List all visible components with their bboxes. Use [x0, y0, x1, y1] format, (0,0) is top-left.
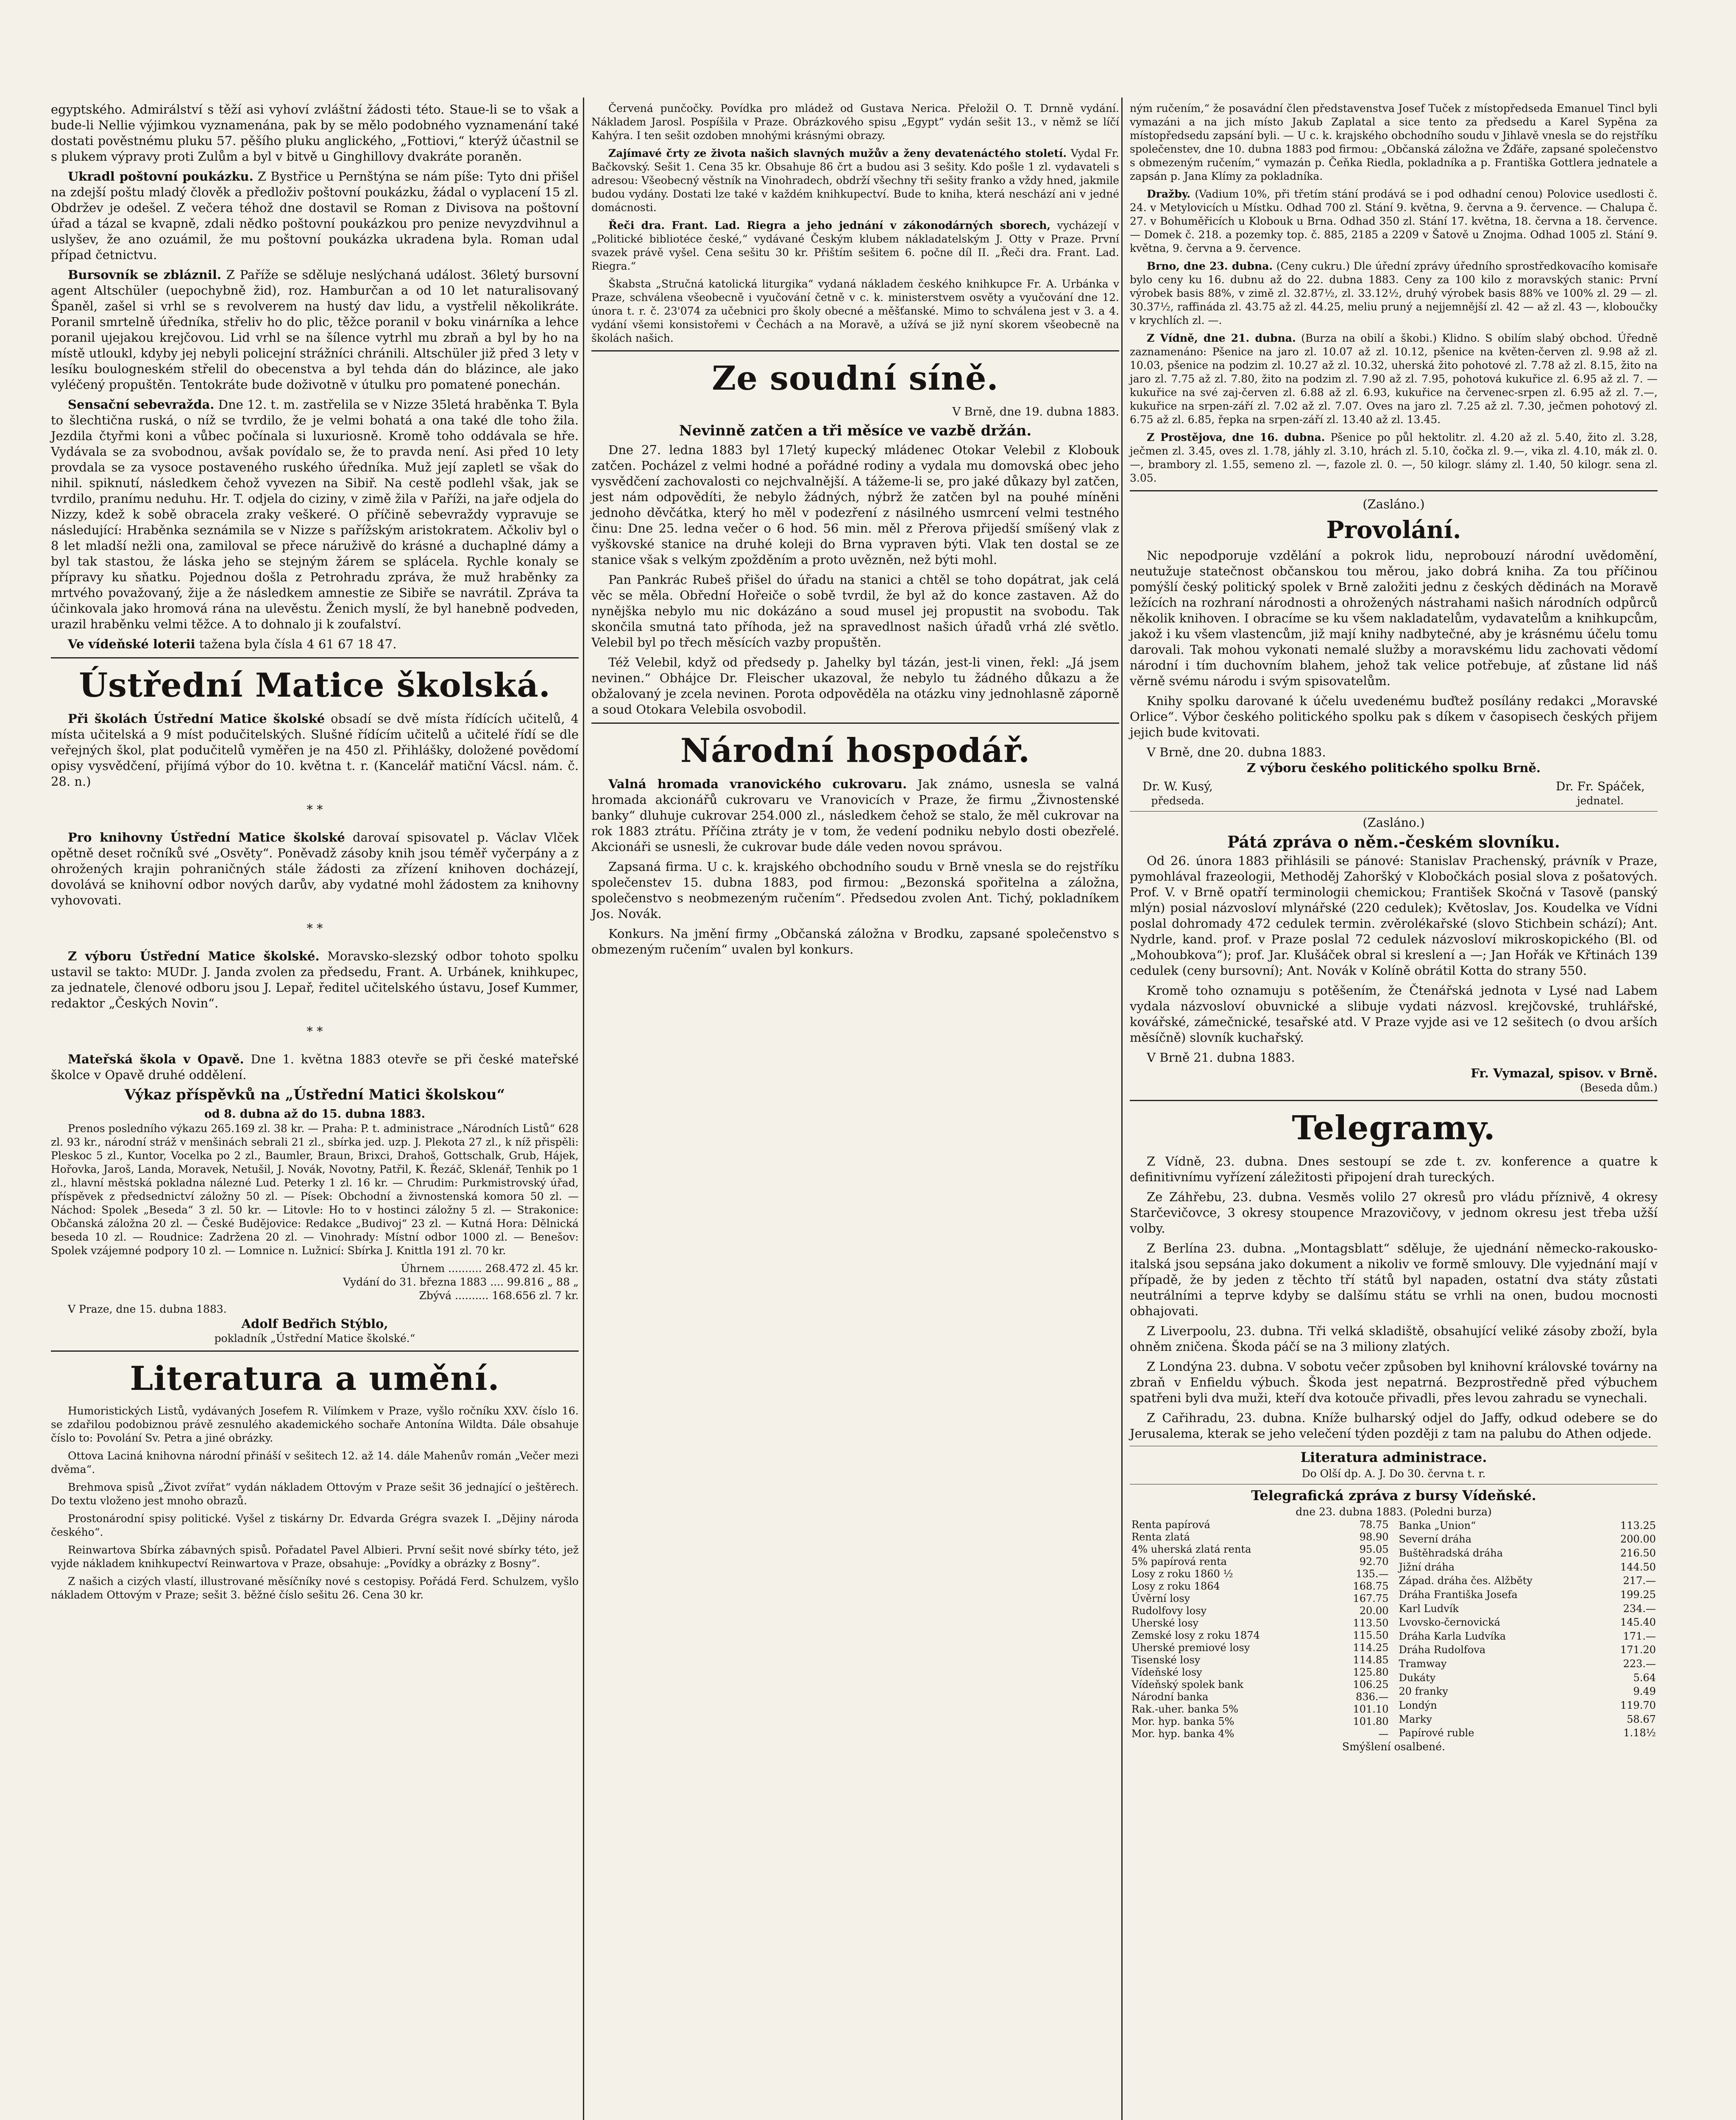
- bourse-security-price: 171.—: [1623, 1630, 1656, 1642]
- news-item: [51, 267, 579, 393]
- telegram-item: Z Londýna 23. dubna. V sobotu večer způsoben byl knihovní královské továrny na zbraň v Enfieldu výbuch. Škoda jest nepatrná. Bezprostředně před výbuchem spatřeni byli dva muži, kteří dva kotouče přivadli, přes levou zahradu se vynechali.: [1130, 1359, 1658, 1405]
- bourse-row: [1130, 1617, 1390, 1629]
- news-item-head: Sensační sebevražda.: [68, 397, 215, 412]
- economy-item-body: Jak známo, usnesla se valná hromada akcionářů cukrovaru ve Vranovicích v Praze, že firmu „Živnostenské banky“ dluhuje cukrovar 254.000 zl., následkem čehož se stalo, že měl cukrovar na rok 1883 ztrátu. Příčina ztráty je v tom, že vedení podniku nebylo dosti obezřelé. Akcionáři se usnesli, že cukrovar bude dále veden novou správou.: [591, 777, 1119, 854]
- auction-head: Dražby.: [1147, 188, 1191, 200]
- vykaz-sum-total: Úhrnem .......... 268.472 zl. 45 kr.: [401, 1262, 579, 1275]
- zaslano-label: (Zasláno.): [1363, 497, 1425, 511]
- bourse-subtitle: dne 23. dubna 1883. (Poledni burza): [1296, 1506, 1492, 1518]
- bourse-row: [1130, 1642, 1390, 1654]
- pata-signature: Fr. Vymazal, spisov. v Brně.: [1471, 1066, 1658, 1080]
- bourse-security-name: Dráha Františka Josefa: [1399, 1588, 1518, 1601]
- bourse-row: [1397, 1560, 1658, 1574]
- news-item: [51, 397, 579, 632]
- bourse-security-price: 20.00: [1359, 1605, 1389, 1617]
- bourse-security-name: Uherské premiové losy: [1131, 1642, 1250, 1654]
- bourse-security-name: Rak.-uher. banka 5%: [1131, 1703, 1239, 1715]
- matice-item-head: Pro knihovny Ústřední Matice školské: [68, 830, 345, 845]
- bourse-security-name: Marky: [1399, 1713, 1432, 1725]
- economy-item: Zapsaná firma. U c. k. krajského obchodního soudu v Brně vnesla se do rejstříku společenstev 15. dubna 1883, pod firmou: „Bezonská spořitelna a záložna, společenstvo s neobmezeným ručením“. Předsedou zvolen Ant. Tichý, pokladníkem Jos. Novák.: [591, 859, 1119, 921]
- pata-title: Pátá zpráva o něm.-českém slovníku.: [1227, 832, 1560, 851]
- matice-item-body: Moravsko-slezský odbor tohoto spolku ustavil se takto: MUDr. J. Janda zvolen za předsedu, Frant. A. Urbánek, knihkupec, za jednatele, členové odboru jsou J. Lepař, ředitel učitelského ústavu, Josef Kummer, redaktor „Českých Novin“.: [51, 949, 579, 1010]
- court-paragraph: Též Velebil, když od předsedy p. Jahelky byl tázán, jest-li vinen, řekl: „Já jsem nevinen.“ Obhájce Dr. Fleischer ukazoval, že nebylo tu žádného důkazu a že obžalovaný je zcela nevinen. Porota odpověděla na otázku viny jednohlasně záporně a soud Otokara Velebila osvobodil.: [591, 655, 1119, 717]
- bourse-security-price: 114.85: [1353, 1654, 1389, 1666]
- column-middle: [591, 102, 1119, 962]
- bourse-row: [1130, 1519, 1390, 1531]
- vykaz-signature-role: pokladník „Ústřední Matice školské.“: [214, 1332, 415, 1345]
- provolani-signature-head: Z výboru českého politického spolku Brně.: [1247, 761, 1541, 775]
- bourse-row: [1130, 1679, 1390, 1691]
- bourse-security-price: 199.25: [1620, 1588, 1656, 1601]
- bourse-security-price: 223.—: [1623, 1658, 1656, 1670]
- signatures: [1142, 778, 1645, 808]
- matice-item: [51, 711, 579, 789]
- signature-role: jednatel.: [1577, 795, 1624, 807]
- bourse-row: [1397, 1643, 1658, 1657]
- section-title-literatura: Literatura a umění.: [130, 1359, 500, 1398]
- bourse-security-price: 113.25: [1620, 1519, 1656, 1531]
- bourse-row: [1397, 1546, 1658, 1560]
- bourse-security-name: 5% papírová renta: [1131, 1556, 1227, 1568]
- bourse-security-price: 106.25: [1353, 1679, 1389, 1690]
- lottery-item: [51, 636, 579, 652]
- literature-item: [591, 147, 1119, 215]
- matice-item-head: Při školách Ústřední Matice školské: [68, 711, 325, 726]
- bourse-security-name: Severní dráha: [1399, 1533, 1472, 1545]
- court-paragraph: Pan Pankrác Rubeš přišel do úřadu na stanici a chtěl se toho dopátrat, jak celá věc se měla. Obřední Hořeiče o sobě tvrdil, že byl až do konce zastaven. Až do nynějška nebylo mu nic dokázáno a soud musel jej propustit na svobodu. Tak skončila smutná tato příhoda, jež na spravedlnost našich úřadů vrhá zlé světlo. Velebil byl po třech měsících vazby propuštěn.: [591, 572, 1119, 650]
- bourse-security-price: 1.18½: [1623, 1727, 1656, 1739]
- bourse-row: [1130, 1629, 1390, 1642]
- bourse-security-name: Renta zlatá: [1131, 1531, 1190, 1543]
- bourse-row: [1130, 1605, 1390, 1617]
- column-right: [1130, 102, 1658, 1754]
- economy-continued: ným ručením,“ že posavádní člen představenstva Josef Tuček z místopředseda Emanuel Tincl byli vymazáni a na jich místo Jakub Zaplatal a sice tento za předsedu a Karel Sypěna za místopředsedu zapsání byli. — U c. k. krajského obchodního soudu v Jihlavě vnesla se do rejstříku společenstev, dne 10. dubna 1883 pod firmou: „Občanská záložna ve Žďáře, zapsané společenstvo s obmezeným ručením,“ vymazán p. Čeňka Riedla, pokladníka a p. Františka Gottlera jednatele a zapsán p. Jana Klímy za pokladníka.: [1130, 102, 1658, 182]
- matice-item-head: Z výboru Ústřední Matice školské.: [68, 949, 320, 963]
- bourse-security-price: 5.64: [1633, 1671, 1656, 1684]
- section-title-court: Ze soudní síně.: [712, 359, 999, 398]
- bourse-security-price: 125.80: [1353, 1666, 1389, 1678]
- literature-item-body: vycházejí v „Politické bibliotéce české,“ vydávané Českým klubem nákladatelským J. Otty v Praze. První svazek právě vyšel. Cena sešitu 30 kr. Přištím sešitem 6. počne díl II. „Řeči dra. Frant. Lad. Riegra.“: [591, 219, 1119, 272]
- matice-item: [51, 948, 579, 1011]
- literature-item: Ottova Laciná knihovna národní přináší v sešitech 12. až 14. dále Mahenův román „Večer mezi dvěma“.: [51, 1450, 579, 1476]
- vykaz-signature: Adolf Bedřich Stýblo,: [241, 1317, 388, 1331]
- bourse-row: [1130, 1556, 1390, 1568]
- bourse-row: [1397, 1533, 1658, 1547]
- administration-note: Do Olší dp. A. J. Do 30. června t. r.: [1301, 1467, 1486, 1480]
- literature-item: Červená punčočky. Povídka pro mládež od Gustava Nerica. Přeložil O. T. Drnně vydání. Nákladem Jarosl. Pospíšila v Praze. Obrázkového spisu „Egypt“ vydán sešit 13., v němž se líčí Kahýra. I ten sešit ozdoben mnohými krásnými obrazy.: [591, 102, 1119, 142]
- bourse-security-name: Mor. hyp. banka 5%: [1131, 1716, 1234, 1727]
- bourse-security-price: 101.10: [1353, 1703, 1389, 1715]
- pata-body: Kromě toho oznamuju s potěšením, že Čtenářská jednota v Lysé nad Labem vydala názvosloví obuvnické a slibuje vydati názvosl. krejčovské, truhlářské, kovářské, zámečnické, tesařské atd. V Praze vyjde asi ve 12 sešitech (o dvou arších měsíčně) slovník kuchařský.: [1130, 983, 1658, 1045]
- court-dateline: V Brně, dne 19. dubna 1883.: [952, 405, 1119, 418]
- bourse-security-price: 101.80: [1353, 1716, 1389, 1727]
- section-rule: [591, 350, 1119, 351]
- bourse-security-name: Dráha Karla Ludvíka: [1399, 1630, 1506, 1642]
- bourse-row: [1397, 1615, 1658, 1629]
- bourse-row: [1130, 1543, 1390, 1556]
- telegram-item: Z Berlína 23. dubna. „Montagsblatt“ sděluje, že ujednání německo-rakousko-italská jsou sepsána jako dokument a nikoliv ve formě smlouvy. Dle vyjednání mají v případě, že by jeden z těchto tří států byl napaden, ostatní dva státy zůstati neutrálními a teprve kdyby se dalšímu státu se vrhli na onen, budou mocnosti obhajovati.: [1130, 1241, 1658, 1318]
- market-report-body: (Burza na obilí a škobi.) Klidno. S obilím slabý obchod. Úředně zaznamenáno: Pšenice na jaro zl. 10.07 až zl. 10.12, pšenice na květen-červen zl. 9.98 až zl. 10.03, pšenice na podzim zl. 10.27 až zl. 10.32, uherská žito pohotové zl. 7.78 až zl. 8.15, žito na jaro zl. 7.75 až zl. 7.80, žito na podzim zl. 7.90 až zl. 7.95, pohotová kukuřice zl. 6.95 až zl. 7. — kukuřice na své zaj-červen zl. 6.88 až zl. 6.93, kukuřice na červenec-srpen zl. 6.95 až zl. 7.—, kukuřice na srpen-září zl. 7.02 až zl. 7.07. Oves na jaro zl. 7.25 až zl. 7.30, ječmen pohotový zl. 6.75 až zl. 6.85, řepka na srpen-září zl. 13.40 až zl. 13.45.: [1130, 332, 1658, 426]
- bourse-row: [1130, 1716, 1390, 1728]
- literature-item-head: Řeči dra. Frant. Lad. Riegra a jeho jednání v zákonodárných sborech,: [608, 219, 1051, 232]
- section-rule: [51, 657, 579, 658]
- bourse-security-price: 114.25: [1353, 1642, 1389, 1654]
- bourse-security-price: 200.00: [1620, 1533, 1656, 1545]
- economy-item: Konkurs. Na jmění firmy „Občanská záložna v Brodku, zapsané společenstvo s obmezeným ručením“ uvalen byl konkurs.: [591, 926, 1119, 957]
- bourse-row: [1397, 1574, 1658, 1588]
- bourse-security-name: Vídeňský spolek bank: [1131, 1679, 1243, 1690]
- administration-title: Literatura administrace.: [1300, 1449, 1487, 1465]
- provolani-body: Nic nepodporuje vzdělání a pokrok lidu, neprobouzí národní uvědomění, neutužuje statečnost občanskou tou měrou, jako dobrá kniha. Za tou příčinou pomýšlí český politický spolek v Brně založiti jednu z českých dědinách na Moravě ležících na rozhraní národnosti a ohrožených nástrahami našich národních odpůrců několik knihoven. I obracíme se ku všem nakladatelům, vydavatelům a knihkupcům, jakož i ku všem vlastencům, již mají knihy nadbytečné, aby je krásnému účelu tomu darovali. Tak mohou vykonati nemalé služby a moravskému lidu zachovati vědomí národní i tím duchovním blahem, jehož tak velice potřebuje, ať zůstane lid náš věrně svému národu i svým spisovatelům.: [1130, 548, 1658, 688]
- market-report-head: Z Prostějova, dne 16. dubna.: [1147, 431, 1325, 444]
- section-rule: [591, 722, 1119, 724]
- bourse-security-price: 98.90: [1359, 1531, 1389, 1543]
- bourse-row: [1397, 1657, 1658, 1671]
- news-item: [51, 169, 579, 263]
- provolani-date: V Brně, dne 20. dubna 1883.: [1147, 745, 1326, 759]
- bourse-row: [1130, 1593, 1390, 1605]
- telegram-item: Z Liverpoolu, 23. dubna. Tři velká skladiště, obsahující veliké zásoby zboží, byla ohněm zničena. Škoda páčí se na 3 miliony zlatých.: [1130, 1324, 1658, 1354]
- news-item-body: Dne 12. t. m. zastřelila se v Nizze 35letá hraběnka T. Byla to šlechtična ruská, o níž se tvrdilo, že je velmi bohatá a ona také dle toho žila. Jezdila čtyřmi koni a vůbec počínala si luxuriosně. Kromě toho oddávala se hře. Vydávala se za svobodnou, avšak povídalo se, že to pravda není. Asi před 10 lety provdala se za vysoce postaveného ruského úředníka. Muž její zapletl se však do nihil. spiknutí, následkem čehož vyvezen na Sibiř. Na cestě podlehl však, jak se tvrdilo, pranímu neduhu. Hr. T. odjela do ciziny, v zimě žila v Paříži, na jaře odjela do Nizzy, kdež k sobě obracela zraky veškeré. O příčině sebevraždy vypravuje se následující: Hraběnka seznámila se v Nizze s pařížským aristokratem. Ačkoliv byl o 8 let mladší nežli ona, zamiloval se přece náruživě do krásné a duchaplné dámy a byl tak stastou, že láska jeho se stejným žárem se splácela. Rychle konaly se přípravy ku sňatku. Pojednou došla z Petrohradu zpráva, že muž hraběnky za mrtvého považovaný, žije a že následkem amnestie ze Sibiře se navrátil. Zpráva ta účinkovala jako hromová rána na ulevěstu. Ženich myslí, že byl hanebně podveden, urazil hraběnku velmi těžce. A to dohnalo ji k zoufalství.: [51, 397, 579, 631]
- bourse-security-name: Rudolfovy losy: [1131, 1605, 1207, 1617]
- bourse-security-price: 119.70: [1620, 1699, 1656, 1711]
- bourse-security-price: 216.50: [1620, 1547, 1656, 1559]
- telegram-item: Ze Záhřebu, 23. dubna. Vesměs volilo 27 okresů pro vládu příznivě, 4 okresy Starčevičovce, 3 okresy stoupence Mrazovičovy, v jednom okresu jest třeba užší volby.: [1130, 1190, 1658, 1236]
- market-report-body: Pšenice po půl hektolitr. zl. 4.20 až zl. 5.40, žito zl. 3.28, ječmen zl. 3.45, oves zl. 1.78, jáhly zl. 3.10, hrách zl. 5.10, čočka zl. 9.—, vika zl. 4.10, mák zl. 0. —, brambory zl. 1.55, semeno zl. —, fazole zl. 0. —, 50 kilogr. slámy zl. 1.40, 50 kilogr. sena zl. 3.05.: [1130, 431, 1658, 484]
- bourse-security-name: Buštěhradská dráha: [1399, 1547, 1503, 1559]
- literature-item-head: Zajímavé črty ze života našich slavných mužův a ženy devatenáctého století.: [608, 147, 1067, 159]
- vykaz-body: Prenos posledního výkazu 265.169 zl. 38 kr. — Praha: P. t. administrace „Národních Listů“ 628 zl. 93 kr., národní stráž v menšinách sebrali 21 zl., sbírka jed. uzp. J. Plekota 27 zl., k níž přispěli: Pleskoc 5 zl., Kuntor, Vocelka po 2 zl., Baumler, Braun, Brixci, Drahoš, Gottschalk, Grub, Hájek, Hořovka, Jaroš, Landa, Moravek, Netušil, J. Novák, Novotny, Patřil, K. Řezáč, Sklenář, Tenhik po 1 zl., hlavní městská pokladna nálezné Lud. Peterky 1 zl. 16 kr. — Chrudim: Purkmistrovský úřad, příspěvek z předsednictví záložny 50 zl. — Písek: Obchodní a živnostenská komora 50 zl. — Náchod: Spolek „Beseda“ 3 zl. 50 kr. — Litovle: Ho to v hostinci záložny 5 zl. — Strakonice: Občanská záložna 20 zl. — České Budějovice: Redakce „Budivoj“ 23 zl. — Kutná Hora: Dělnická beseda 10 zl. — Roudnice: Zadržena 20 zl. — Vinohrady: Místní odbor 1000 zl. — Benešov: Spolek vzájemné podpory 10 zl. — Lomnice n. Lužnicí: Sbírka J. Knittla 191 zl. 70 kr.: [51, 1122, 579, 1257]
- bourse-security-name: Národní banka: [1131, 1691, 1209, 1703]
- matice-item-body: darovaí spisovatel p. Václav Vlček opětně deset ročníků své „Osvěty“. Poněvadž zásoby knih jsou téměř vyčerpány a z ohrožených krajin pohraničných stále žádosti za zřízení knihoven docházejí, dovolává se knihovní odbor nových darův, aby vydatné mohl žádostem za knihovny vyhovovati.: [51, 830, 579, 907]
- bourse-security-name: Jižní dráha: [1399, 1561, 1455, 1573]
- bourse-row: [1130, 1654, 1390, 1666]
- bourse-security-price: 168.75: [1353, 1580, 1389, 1592]
- bourse-security-price: 78.75: [1359, 1519, 1389, 1531]
- section-rule: [1130, 490, 1658, 491]
- bourse-security-price: 144.50: [1620, 1561, 1656, 1573]
- bourse-security-name: Lvovsko-černovická: [1399, 1616, 1500, 1629]
- auction-body: (Vadium 10%, při třetím stání prodává se i pod odhadní cenou) Polovice usedlosti č. 24. v Metylovicích u Místku. Odhad 700 zl. Stání 9. května, 9. června a 9. července. — Chalupa č. 27. v Bohuměřicích u Klobouk u Brna. Odhad 350 zl. Stání 17. května, 18. června a 18. července. — Domek č. 218. a pozemky top. č. 885, 2185 a 2209 v Šatově u Znojma. Odhad 1005 zl. Stání 9. května, 9. června a 9. července.: [1130, 188, 1658, 254]
- bourse-row: [1397, 1519, 1658, 1533]
- market-report: [1130, 332, 1658, 427]
- telegram-item: Z Cařihradu, 23. dubna. Kníže bulharský odjel do Jaffy, odkud odebere se do Jerusalema, kterak se jeho velečení týden později z tam na palubu do Athen odjede.: [1130, 1411, 1658, 1441]
- bourse-security-name: Banka „Union“: [1399, 1519, 1476, 1531]
- bourse-security-name: Tramway: [1399, 1658, 1447, 1670]
- bourse-security-name: Losy z roku 1864: [1131, 1580, 1220, 1592]
- section-title-economy: Národní hospodář.: [680, 731, 1031, 770]
- market-report-head: Z Vídně, dne 21. dubna.: [1147, 332, 1296, 344]
- vykaz-sum-spent: Vydání do 31. března 1883 .... 99.816 „ 88 „: [343, 1276, 579, 1288]
- bourse-security-name: Vídeňské losy: [1131, 1666, 1202, 1678]
- telegram-item: Z Vídně, 23. dubna. Dnes sestoupí se zde t. zv. konference a quatre k definitivnímu vyřízení záležitosti připojení drah tureckých.: [1130, 1154, 1658, 1184]
- bourse-row: [1130, 1691, 1390, 1703]
- bourse-security-name: 20 franky: [1399, 1685, 1448, 1698]
- market-report: [1130, 259, 1658, 327]
- bourse-security-price: 171.20: [1620, 1644, 1656, 1656]
- provolani-title: Provolání.: [1326, 516, 1461, 544]
- court-paragraph: Dne 27. ledna 1883 byl 17letý kupecký mládenec Otokar Velebil z Klobouk zatčen. Pocházel z velmi hodné a pořádné rodiny a vydala mu domovská obec jeho vysvědčení zachovalosti co nejchvalnější. A tážeme-li se, pro jaké důkazy byl zatčen, jest nám odpovědíti, že nebylo žádných, nýbrž že zatčen byl na pouhé míněni jednoho děvčátka, který ho měl v podezření z násilného usmrcení velmi testného činu: Dne 25. ledna večer o 6 hod. 56 min. měl z Přerova přijedší smíšený vlak z vyškovské stanice na druhé koleji do Brna vypraven býti. Vlak ten dostal se ze stanice však s velkým zpožděním a proto uvězněn, než býti mohl.: [591, 443, 1119, 567]
- bourse-row: [1397, 1602, 1658, 1616]
- matice-item: [51, 1052, 579, 1083]
- pata-date: V Brně 21. dubna 1883.: [1147, 1050, 1295, 1065]
- literature-item: Humoristických Listů, vydávaných Josefem R. Vilímkem v Praze, vyšlo ročníku XXV. číslo 16. se zdařilou podobiznou právě zesnulého akademického sochaře Antonína Wildta. Dále obsahuje číslo to: Povolání Sv. Petra a jiné obrázky.: [51, 1405, 579, 1444]
- auction-item: [1130, 187, 1658, 255]
- bourse-security-price: 135.—: [1356, 1568, 1389, 1580]
- bourse-table-left: [1130, 1519, 1390, 1740]
- matice-item-body: obsadí se dvě místa řídících učitelů, 4 místa učitelská a 9 míst podučitelských. Slušné řídícím učitelů a učitelé řídí se dle veřejných škol, plat podučitelů vyměřen je na 450 zl. Přihlášky, doložené povědomí opisy vysvědčení, přijímá výbor do 10. května t. r. (Kancelář matiční Vácsl. nám. č. 28. n.): [51, 711, 579, 789]
- bourse-row: [1130, 1568, 1390, 1580]
- column-left: [51, 102, 579, 1606]
- bourse-security-price: 95.05: [1359, 1543, 1389, 1555]
- bourse-row: [1130, 1531, 1390, 1543]
- section-rule: [51, 1350, 579, 1352]
- bourse-row: [1397, 1629, 1658, 1643]
- news-item-body: Z Bystřice u Pernštýna se nám píše: Tyto dni přišel na zdejší poštu mladý člověk a předloživ poštovní poukázku, žádal o vyplacení 15 zl. Obdržev je odešel. Z večera téhož dne dostavil se Roman z Divisova na poštovní úřad a tázal se kvapně, zdali nědko poštovní poukázkou pro penize nevyzdvihnul a uslyšev, že ano ozuámil, že mu poštovní poukázka ukradena byla. Roman udal případ četnictvu.: [51, 169, 579, 262]
- bourse-row: [1130, 1703, 1390, 1716]
- pata-signature-note: (Beseda dům.): [1580, 1082, 1658, 1094]
- column-divider: [583, 98, 584, 2120]
- bourse-security-name: Úvěrní losy: [1131, 1593, 1190, 1604]
- vykaz-title: Výkaz příspěvků na „Ústřední Matici školskou“: [124, 1086, 505, 1103]
- bourse-footnote: Smýšlení osalbené.: [1342, 1741, 1446, 1753]
- bourse-security-price: —: [1378, 1728, 1389, 1740]
- bourse-row: [1130, 1728, 1390, 1740]
- lottery-numbers: tažena byla čísla 4 61 67 18 47.: [199, 637, 397, 651]
- market-report-head: Brno, dne 23. dubna.: [1147, 260, 1273, 272]
- matice-item-head: Mateřská škola v Opavě.: [68, 1052, 244, 1066]
- bourse-security-price: 58.67: [1627, 1713, 1656, 1725]
- bourse-security-price: 167.75: [1353, 1593, 1389, 1604]
- bourse-row: [1397, 1726, 1658, 1740]
- market-report-body: (Ceny cukru.) Dle úřední zprávy úředního sprostředkovacího komisaře bylo ceny ku 16. dubnu až do 22. dubna 1883. Ceny za 100 kilo z moravských stanic: První výrobek basis 88%, v zimě zl. 32.87½, zl. 33.12½, druhý výrobek basis 88% ve 100% zl. 29 — zl. 30.37½, raffináda zl. 43.75 až zl. 44.25, meliu pruný a nejjemnější zl. 42 — až zl. 43 —, kloboučky v krychlích zl. —.: [1130, 260, 1658, 326]
- bourse-table: [1130, 1519, 1658, 1740]
- bourse-security-name: Renta papírová: [1131, 1519, 1210, 1531]
- literature-item: Brehmova spisů „Život zvířat“ vydán nákladem Ottovým v Praze sešit 36 jednající o ještěrech. Do textu vloženo jest mnoho obrazů.: [51, 1481, 579, 1507]
- bourse-security-name: 4% uherská zlatá renta: [1131, 1543, 1251, 1555]
- bourse-row: [1397, 1699, 1658, 1713]
- bourse-security-price: 92.70: [1359, 1556, 1389, 1568]
- bourse-security-price: 115.50: [1353, 1629, 1389, 1641]
- bourse-security-name: Dukáty: [1399, 1671, 1436, 1684]
- lottery-head: Ve vídeňské loterii: [68, 637, 195, 651]
- bourse-security-price: 9.49: [1633, 1685, 1656, 1698]
- matice-item: [51, 830, 579, 908]
- matice-item-body: Dne 1. května 1883 otevře se při české mateřské školce v Opavě druhé oddělení.: [51, 1052, 579, 1082]
- section-title-matice: Ústřední Matice školská.: [79, 666, 551, 705]
- signature-name: Dr. W. Kusý,: [1142, 779, 1213, 793]
- bourse-security-price: 113.50: [1353, 1617, 1389, 1629]
- signature-left: [1142, 778, 1213, 808]
- bourse-security-price: 217.—: [1623, 1575, 1656, 1587]
- bourse-security-name: Západ. dráha čes. Alžběty: [1399, 1575, 1533, 1587]
- bourse-security-name: Dráha Rudolfova: [1399, 1644, 1486, 1656]
- bourse-security-name: Losy z roku 1860 ½: [1131, 1568, 1233, 1580]
- bourse-security-price: 145.40: [1620, 1616, 1656, 1629]
- signature-role: předseda.: [1151, 795, 1204, 807]
- pata-body: Od 26. února 1883 přihlásili se pánové: Stanislav Prachenský, právník v Praze, pymohlával frazeologii, Methoděj Zahoršký v Klobočkách posial slova z pošatových. Prof. V. v Brně opatří terminologii chemickou; František Skočná v Tasově (panský mlýn) posial názvosloví mlynářské (220 cedulek); Květoslav, Jos. Koudelka ve Vídni poslal dohromady 472 cedulek termin. zvěrolékařské (slovo Stichbein schází); Ant. Nydrle, kand. prof. v Praze poslal 72 cedulek názvosloví mikroskopického (Bl. od „Mohoubkova“); prof. Jar. Klušáček obral si kreslení a —; Jan Hořák ve Křtinách 139 cedulek (ceny bursovní); Ant. Novák v Kolíně obrátil Kotta do strany 550.: [1130, 854, 1658, 978]
- news-item-body: Z Paříže se sděluje neslýchaná událost. 36letý bursovní agent Altschüler (uepochybně žid), roz. Hamburčan a od 10 let naturalisovaný Španěl, zašel si vrhl se s revolverem na hustý dav lidu, a vystřelil několikráte. Poranil smrtelně úředníka, střeliv ho do plic, těžce poranil v boku vinárníka a lehce poranil ujejakou krejčovou. Lid vrhl se na šílence vytrhl mu zbraň a byl by ho na místě utloukl, kdyby jej nebyli policejní strážníci chránili. Altschüler již před 3 lety v lesíku boulogneském střelil do obecenstva a byl tehda dán do blázince, ale jako vyléčený propuštěn. Tentokráte bude doživotně v útulku pro pomatené ponechán.: [51, 268, 579, 392]
- bourse-row: [1130, 1666, 1390, 1679]
- court-headline: Nevinně zatčen a tři měsíce ve vazbě držán.: [679, 422, 1032, 439]
- separator-stars: * *: [307, 1024, 323, 1038]
- bourse-row: [1397, 1713, 1658, 1727]
- literature-item-body: Vydal Fr. Bačkovský. Sešit 1. Cena 35 kr. Obsahuje 86 črt a budou asi 3 sešity. Kdo pošle 1 zl. vydavateli s adresou: Všeobecný věstník na Vinohradech, obdrží všechny tři sešity franko a vždy hned, jakmile budou vydány. Dostati lze také v každém knihkupectví. Bude to kniha, která neschází ani v jedné domácnosti.: [591, 147, 1119, 214]
- bourse-security-price: 234.—: [1623, 1602, 1656, 1615]
- provolani-body: Knihy spolku darované k účelu uvedenému buďtež posílány redakci „Moravské Orlice“. Výbor českého politického spolku pak s díkem v časopisech českých přijem jejich bude kvitovati.: [1130, 694, 1658, 739]
- literature-item: Reinwartova Sbírka zábavných spisů. Pořadatel Pavel Albieri. První sešit nové sbírky této, jež vyjde nákladem knihkupectví Reinwartova v Praze, obsahuje: „Povídky a obrázky z Bosny“.: [51, 1544, 579, 1570]
- literature-item: [591, 219, 1119, 273]
- bourse-security-name: Karl Ludvík: [1399, 1602, 1459, 1615]
- bourse-security-name: Mor. hyp. banka 4%: [1131, 1728, 1234, 1740]
- vykaz-subtitle: od 8. dubna až do 15. dubna 1883.: [204, 1107, 426, 1121]
- column-divider: [1121, 98, 1123, 2120]
- zaslano-label: (Zasláno.): [1363, 815, 1425, 830]
- bourse-security-name: Papírové ruble: [1399, 1727, 1474, 1739]
- literature-item: Z našich a cizých vlastí, illustrované měsíčníky nové s cestopisy. Pořádá Ferd. Schulzem, vyšlo nákladem Ottovým v Praze; sešit 3. běžné číslo sešitu 26. Cena 30 kr.: [51, 1575, 579, 1601]
- bourse-row: [1397, 1588, 1658, 1602]
- bourse-security-name: Tisenské losy: [1131, 1654, 1201, 1666]
- section-rule: [1130, 1100, 1658, 1101]
- literature-item: Prostonárodní spisy politické. Vyšel z tiskárny Dr. Edvarda Grégra svazek I. „Dějiny národa českého“.: [51, 1512, 579, 1538]
- signature-name: Dr. Fr. Spáček,: [1555, 779, 1645, 793]
- bourse-table-right: [1397, 1519, 1658, 1740]
- economy-item-head: Valná hromada vranovického cukrovaru.: [608, 777, 907, 791]
- separator-stars: * *: [307, 802, 323, 817]
- section-title-telegrams: Telegramy.: [1292, 1109, 1496, 1147]
- vykaz-place: V Praze, dne 15. dubna 1883.: [68, 1303, 227, 1315]
- signature-right: [1556, 778, 1645, 808]
- bourse-security-name: Zemské losy z roku 1874: [1131, 1629, 1260, 1641]
- section-rule: [1130, 811, 1658, 812]
- news-item-head: Ukradl poštovní poukázku.: [68, 169, 254, 184]
- news-item-head: Bursovník se zbláznil.: [68, 268, 221, 282]
- bourse-security-price: 836.—: [1356, 1691, 1389, 1703]
- separator-stars: * *: [307, 921, 323, 935]
- bourse-row: [1130, 1580, 1390, 1593]
- bourse-title: Telegrafická zpráva z bursy Vídeňské.: [1251, 1487, 1536, 1504]
- bourse-row: [1397, 1671, 1658, 1685]
- bourse-row: [1397, 1685, 1658, 1699]
- economy-item: [591, 776, 1119, 855]
- bourse-security-name: Uherské losy: [1131, 1617, 1199, 1629]
- vykaz-sum-remaining: Zbývá .......... 168.656 zl. 7 kr.: [419, 1289, 579, 1302]
- literature-item: Škabsta „Stručná katolická liturgika“ vydaná nákladem českého knihkupce Fr. A. Urbánka v Praze, schválena všeobecně i vyučování četně v c. k. ministerstvem osvěty a vyučování dne 12. února t. r. č. 23'074 za učebnici pro školy obecné a měšťanské. Mimo to schválena jest v 3. a 4. vydání všemi konsistořemi v Čechách a na Moravě, a užívá se již nyní skorem všeobecně na školách našich.: [591, 278, 1119, 344]
- intro-paragraph: egyptského. Admirálství s těží asi vyhoví zvláštní žádosti této. Staue-li se to však a bude-li Nellie výjimkou vyznamenána, pak by se mělo podobného vyznamenání také dostati pověstnému pluku 57. pěšího pluku anglického, „Fottiovi,“ kterýž účastnil se s plukem výpravy proti Zulům a byl v bitvě u Ginghillovy dvakráte poraněn.: [51, 102, 579, 164]
- bourse-security-name: Londýn: [1399, 1699, 1437, 1711]
- market-report: [1130, 431, 1658, 485]
